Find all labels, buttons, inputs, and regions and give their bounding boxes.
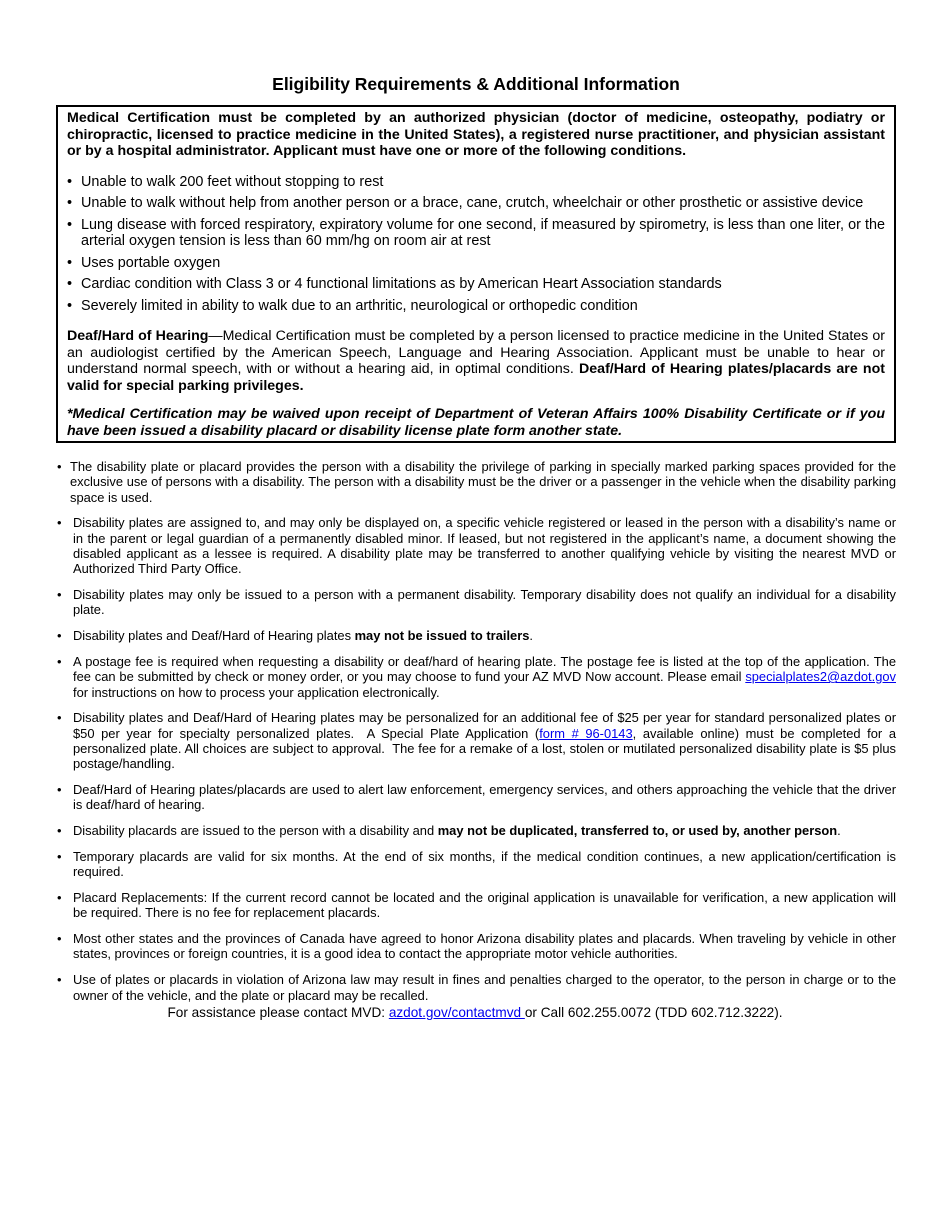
- condition-item: • Cardiac condition with Class 3 or 4 functional limitations as by American Heart Association standards: [67, 276, 885, 293]
- contact-link[interactable]: azdot.gov/contactmvd: [388, 1005, 525, 1020]
- form-link[interactable]: form # 96-0143: [539, 725, 633, 741]
- deaf-heading: Deaf/Hard of Hearing: [67, 328, 209, 344]
- condition-item: • Lung disease with forced respiratory, expiratory volume for one second, if measured by spirometry, is less than one liter, or the arterial oxygen tension is less than 60 mm/hg on room air at rest: [67, 217, 885, 250]
- waiver-note: *Medical Certification may be waived upon receipt of Department of Veteran Affairs 100% Disability Certificate or if you have been issued a disability placard or disability license plate form another state.: [67, 406, 885, 439]
- info-text: .: [837, 823, 841, 839]
- medical-certification-box: [56, 105, 896, 443]
- additional-info-list: [56, 459, 896, 1003]
- info-item: • The disability plate or placard provides the person with a disability the privilege of parking in specially marked parking spaces provided for the exclusive use of persons with a disability. The person with a disability must be the driver or a passenger in the vehicle when the disability parking space is used.: [56, 459, 896, 505]
- info-item: • Temporary placards are valid for six months. At the end of six months, if the medical condition continues, a new application/certification is required.: [56, 849, 896, 880]
- condition-item: • Unable to walk 200 feet without stopping to rest: [67, 174, 885, 191]
- info-text: Disability plates and Deaf/Hard of Hearing plates: [73, 628, 355, 644]
- deaf-text: —Medical Certification must be completed by a person licensed to practice medicine in the United States or an audiologist certified by the American Speech, Language and Hearing Association. Applicant must be unable to hear or understand normal speech, with or without a hearing aid, in optimal conditions.: [67, 328, 885, 377]
- condition-item: • Severely limited in ability to walk due to an arthritic, neurological or orthopedic condition: [67, 298, 885, 315]
- certification-intro: Medical Certification must be completed by an authorized physician (doctor of medicine, osteopathy, podiatry or chiropractic, licensed to practice medicine in the United States), a registered nurse practitioner, and physician assistant or by a hospital administrator. Applicant must have one or more of the following conditions.: [67, 110, 885, 159]
- deaf-hard-of-hearing-paragraph: [67, 328, 885, 394]
- info-item: • Disability plates may only be issued to a person with a permanent disability. Temporary disability does not qualify an individual for a disability plate.: [56, 587, 896, 618]
- footer-prefix: For assistance please contact MVD:: [167, 1005, 389, 1020]
- info-item: [56, 628, 896, 643]
- info-text: A postage fee is required when requesting a disability or deaf/hard of hearing plate. The postage fee is listed at the top of the application. The fee can be submitted by check or money order, or you may choose to fund your AZ MVD Now account. Please email: [73, 653, 896, 685]
- info-text: , available online) must be completed for a personalized plate. All choices are subject to approval. The fee for a remake of a lost, stolen or mutilated personalized disability plate is $5 plus postage/handling.: [73, 725, 896, 772]
- info-text: Disability plates and Deaf/Hard of Hearing plates may be personalized for an additional fee of $25 per year for standard personalized plates or $50 per year for specialty personalized plates. A Special Plate Application (: [73, 710, 896, 741]
- info-item: • Deaf/Hard of Hearing plates/placards are used to alert law enforcement, emergency services, and others approaching the vehicle that the driver is deaf/hard of hearing.: [56, 782, 896, 813]
- info-item: [56, 823, 896, 838]
- footer-suffix: or Call 602.255.0072 (TDD 602.712.3222).: [524, 1005, 783, 1020]
- contact-footer: [0, 1005, 950, 1021]
- info-text: .: [529, 628, 533, 644]
- info-item: • Use of plates or placards in violation of Arizona law may result in fines and penalties charged to the operator, to the person in charge or to the owner of the vehicle, and the plate or placard may be recalled.: [56, 972, 896, 1003]
- info-item: [56, 710, 896, 771]
- info-item: [56, 654, 896, 700]
- info-text: for instructions on how to process your application electronically.: [73, 684, 440, 700]
- condition-item: • Uses portable oxygen: [67, 255, 885, 272]
- info-item: • Most other states and the provinces of Canada have agreed to honor Arizona disability plates and placards. When traveling by vehicle in other states, provinces or foreign countries, it is a good idea to contact the appropriate motor vehicle authorities.: [56, 931, 896, 962]
- condition-item: • Unable to walk without help from another person or a brace, cane, crutch, wheelchair or other prosthetic or assistive device: [67, 195, 885, 212]
- info-text: Disability placards are issued to the person with a disability and: [73, 823, 438, 839]
- deaf-notice: Deaf/Hard of Hearing plates/placards are not valid for special parking privileges.: [67, 361, 885, 394]
- conditions-list: [67, 174, 885, 315]
- info-emphasis: may not be issued to trailers: [354, 628, 530, 644]
- info-item: • Disability plates are assigned to, and may only be displayed on, a specific vehicle registered or leased in the person with a disability’s name or in the parent or legal guardian of a permanently disabled minor. If leased, but not registered in the applicant’s name, a document showing the disabled applicant as a lessee is required. A disability plate may be transferred to another qualifying vehicle by visiting the nearest MVD or Authorized Third Party Office.: [56, 515, 896, 576]
- email-link[interactable]: specialplates2@azdot.gov: [745, 669, 896, 685]
- info-item: • Placard Replacements: If the current record cannot be located and the original application is unavailable for verification, a new application will be required. There is no fee for replacement placards.: [56, 890, 896, 921]
- document-page: [56, 73, 896, 1013]
- info-emphasis: may not be duplicated, transferred to, or used by, another person: [437, 823, 838, 839]
- page-title: Eligibility Requirements & Additional Information: [272, 74, 680, 94]
